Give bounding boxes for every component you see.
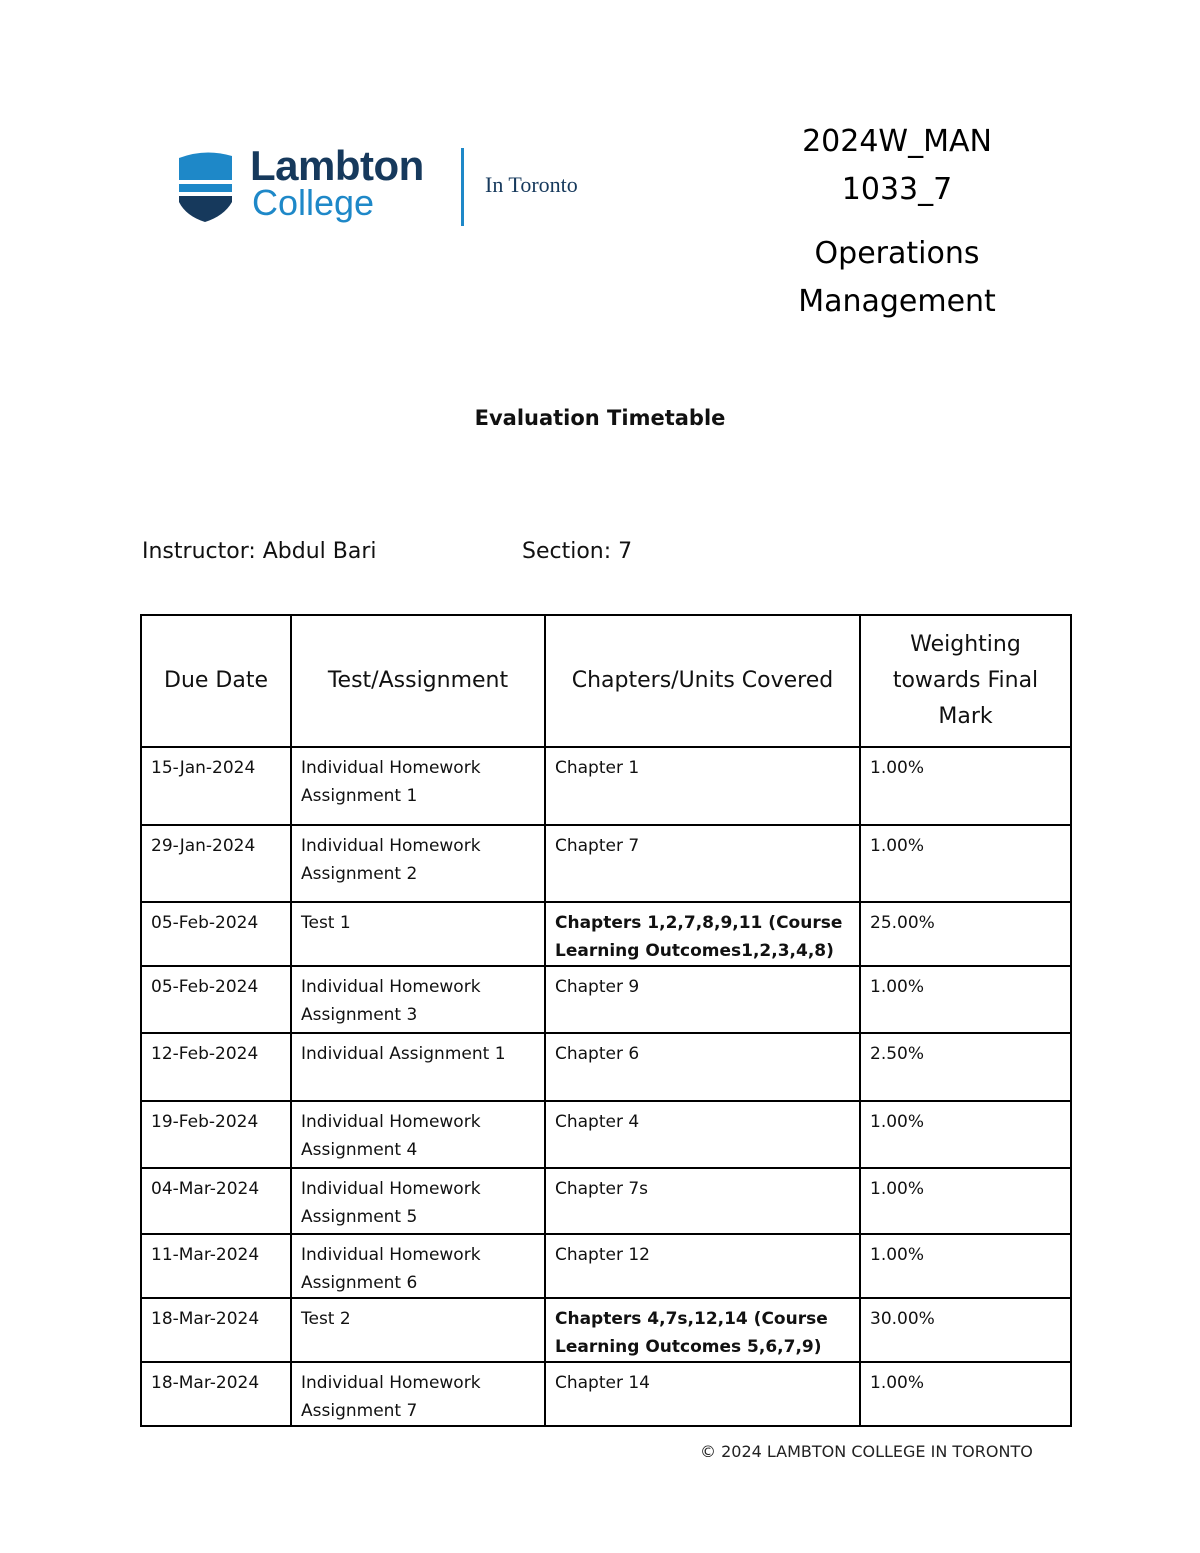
assignment-cell: Individual Homework Assignment 1 [291,747,545,825]
college-logo [176,142,596,230]
table-row [141,825,1071,902]
due-date-cell: 18-Mar-2024 [141,1298,291,1362]
due-date-cell: 05-Feb-2024 [141,902,291,966]
chapters-cell: Chapters 4,7s,12,14 (Course Learning Outcomes 5,6,7,9) [545,1298,860,1362]
course-code-line2: 1033_7 [841,172,953,207]
assignment-cell: Individual Homework Assignment 5 [291,1168,545,1234]
chapters-cell: Chapter 14 [545,1362,860,1426]
assignment-cell: Individual Homework Assignment 3 [291,966,545,1033]
weighting-cell: 1.00% [860,1234,1071,1298]
due-date-cell: 19-Feb-2024 [141,1101,291,1168]
weighting-cell: 25.00% [860,902,1071,966]
instructor-label: Instructor: Abdul Bari [142,539,377,564]
copyright-footer: © 2024 LAMBTON COLLEGE IN TORONTO [700,1442,1033,1461]
table-header-row [141,615,1071,747]
table-row [141,1168,1071,1234]
chapters-cell: Chapter 7s [545,1168,860,1234]
logo-name-line2: College [252,182,375,223]
column-header-due-date: Due Date [141,615,291,747]
assignment-cell: Individual Assignment 1 [291,1033,545,1101]
due-date-cell: 04-Mar-2024 [141,1168,291,1234]
table-row [141,1101,1071,1168]
course-info [760,118,1034,326]
table-row [141,902,1071,966]
assignment-cell: Individual Homework Assignment 4 [291,1101,545,1168]
page-title: Evaluation Timetable [474,406,726,430]
weighting-cell: 1.00% [860,966,1071,1033]
weighting-cell: 30.00% [860,1298,1071,1362]
column-header-weighting: Weighting towards Final Mark [860,615,1071,747]
weighting-cell: 1.00% [860,1362,1071,1426]
section-label: Section: 7 [522,539,633,564]
course-code-line1: 2024W_MAN [802,124,992,159]
weighting-cell: 1.00% [860,747,1071,825]
chapters-cell: Chapter 6 [545,1033,860,1101]
assignment-cell: Test 1 [291,902,545,966]
logo-location: In Toronto [485,172,578,197]
due-date-cell: 11-Mar-2024 [141,1234,291,1298]
chapters-cell: Chapter 9 [545,966,860,1033]
due-date-cell: 15-Jan-2024 [141,747,291,825]
table-row [141,1298,1071,1362]
weighting-cell: 1.00% [860,825,1071,902]
shield-logo-icon [176,150,234,222]
logo-name-line1: Lambton [250,142,424,189]
table-row [141,1362,1071,1426]
chapters-cell: Chapters 1,2,7,8,9,11 (Course Learning Outcomes1,2,3,4,8) [545,902,860,966]
chapters-cell: Chapter 4 [545,1101,860,1168]
course-name-line1: Operations [814,236,980,271]
due-date-cell: 18-Mar-2024 [141,1362,291,1426]
assignment-cell: Test 2 [291,1298,545,1362]
weighting-cell: 1.00% [860,1168,1071,1234]
due-date-cell: 12-Feb-2024 [141,1033,291,1101]
table-row [141,747,1071,825]
weighting-cell: 2.50% [860,1033,1071,1101]
weighting-cell: 1.00% [860,1101,1071,1168]
chapters-cell: Chapter 7 [545,825,860,902]
chapters-cell: Chapter 1 [545,747,860,825]
course-name-line2: Management [798,284,996,319]
evaluation-table [140,614,1072,1427]
table-row [141,1033,1071,1101]
assignment-cell: Individual Homework Assignment 7 [291,1362,545,1426]
table-row [141,966,1071,1033]
column-header-assignment: Test/Assignment [291,615,545,747]
due-date-cell: 05-Feb-2024 [141,966,291,1033]
logo-divider [461,148,464,226]
assignment-cell: Individual Homework Assignment 2 [291,825,545,902]
assignment-cell: Individual Homework Assignment 6 [291,1234,545,1298]
column-header-chapters: Chapters/Units Covered [545,615,860,747]
due-date-cell: 29-Jan-2024 [141,825,291,902]
table-row [141,1234,1071,1298]
chapters-cell: Chapter 12 [545,1234,860,1298]
